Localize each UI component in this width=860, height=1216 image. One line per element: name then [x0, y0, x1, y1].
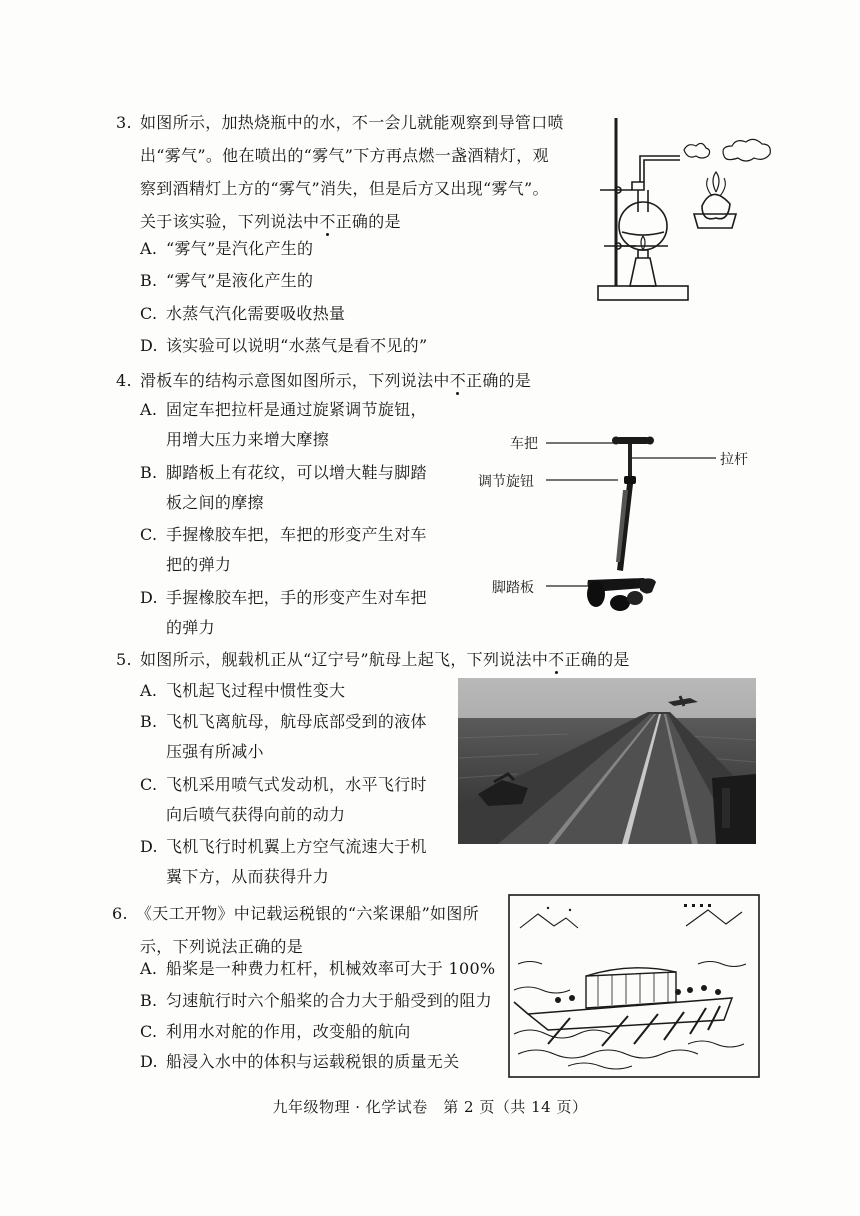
knob-label: 调节旋钮: [478, 474, 534, 490]
question-6-option-a: A. 船桨是一种费力杠杆，机械效率可大于 100%: [140, 959, 496, 978]
handlebar-label: 车把: [510, 436, 538, 452]
question-4-option-b: B. 脚踏板上有花纹，可以增大鞋与脚踏 板之间的摩擦: [140, 463, 427, 512]
question-4-option-d: D. 手握橡胶车把，手的形变产生对车把 的弹力: [140, 588, 427, 637]
page-footer: 九年级物理 · 化学试卷 第 2 页（共 14 页）: [272, 1098, 588, 1116]
question-3-option-c: C. 水蒸气汽化需要吸收热量: [140, 304, 346, 323]
emphasis-mark: 不: [319, 212, 336, 231]
aircraft-carrier-photo: [458, 678, 756, 844]
question-number: 6.: [112, 904, 128, 923]
emphasis-mark: 不: [548, 650, 565, 669]
question-5-option-a: A. 飞机起飞过程中惯性变大: [140, 681, 346, 700]
question-6-option-b: B. 匀速航行时六个船桨的合力大于船受到的阻力: [140, 991, 493, 1010]
question-3-line-2: 出“雾气”。他在喷出的“雾气”下方再点燃一盏酒精灯，观: [140, 146, 549, 165]
question-6-line-1: 6. 《天工开物》中记载运税银的“六桨课船”如图所: [112, 897, 512, 930]
question-4-stem: 4. 滑板车的结构示意图如图所示，下列说法中不正确的是: [116, 364, 656, 397]
question-3-line-4: 关于该实验，下列说法中不正确的是: [140, 212, 401, 231]
scooter-figure: [470, 420, 760, 620]
question-3-line-3: 察到酒精灯上方的“雾气”消失，但是后方又出现“雾气”。: [140, 179, 549, 198]
question-3-line-1: 3. 如图所示，加热烧瓶中的水，不一会儿就能观察到导管口喷: [116, 106, 596, 139]
question-number: 4.: [116, 371, 132, 390]
question-6-option-d: D. 船浸入水中的体积与运载税银的质量无关: [140, 1052, 460, 1071]
question-5-option-c: C. 飞机采用喷气式发动机，水平飞行时 向后喷气获得向前的动力: [140, 775, 427, 824]
question-3-option-a: A. “雾气”是汽化产生的: [140, 239, 314, 258]
question-4-option-a: A. 固定车把拉杆是通过旋紧调节旋钮， 用增大压力来增大摩擦: [140, 400, 427, 449]
question-number: 5.: [116, 650, 132, 669]
question-4-option-c: C. 手握橡胶车把，车把的形变产生对车 把的弹力: [140, 525, 427, 574]
question-number: 3.: [116, 113, 132, 132]
question-3-option-d: D. 该实验可以说明“水蒸气是看不见的”: [140, 336, 428, 355]
emphasis-mark: 不: [449, 371, 467, 390]
six-oar-boat-illustration: [508, 894, 760, 1078]
question-5-option-b: B. 飞机飞离航母，航母底部受到的液体 压强有所减小: [140, 712, 427, 761]
question-3-stem: [116, 106, 596, 238]
question-6-option-c: C. 利用水对舵的作用，改变船的航向: [140, 1022, 411, 1041]
question-5-option-d: D. 飞机飞行时机翼上方空气流速大于机 翼下方，从而获得升力: [140, 837, 427, 886]
question-6-line-2: 示，下列说法正确的是: [140, 937, 304, 956]
question-5-stem: 5. 如图所示，舰载机正从“辽宁号”航母上起飞，下列说法中不正确的是: [116, 643, 676, 676]
pull-rod-label: 拉杆: [720, 452, 748, 468]
deck-label: 脚踏板: [492, 580, 534, 596]
question-3-option-b: B. “雾气”是液化产生的: [140, 271, 314, 290]
flask-apparatus-figure: [590, 110, 790, 306]
scooter-drawing: [587, 437, 656, 612]
